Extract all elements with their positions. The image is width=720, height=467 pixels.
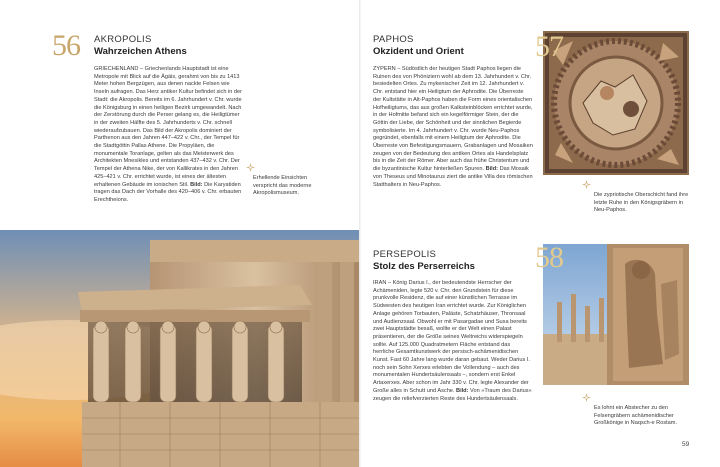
- akropolis-caption: Erhellende Einsichten verspricht das moderne Akropolismuseum.: [253, 175, 312, 197]
- paphos-subtitle: Okzident und Orient: [373, 46, 464, 57]
- erechtheion-karyatides-photo: [0, 230, 359, 467]
- theseus-minotaur-mosaic-photo: [543, 31, 689, 175]
- page-gutter: [359, 0, 361, 467]
- akropolis-subtitle: Wahrzeichen Athens: [94, 46, 187, 57]
- paphos-caption: Die zypriotische Oberschicht fand ihre letzte Ruhe in den Königsgräbern in Neu-Paphos.: [594, 192, 689, 214]
- star-ornament-icon: [246, 163, 255, 172]
- entry-number-58: 58: [535, 241, 563, 274]
- star-ornament-icon: [582, 393, 591, 402]
- persepolis-caption: Es lohnt ein Abstecher zu den Felsengräbern achämenidischer Großkönige in Naqsch-e Rostam.: [594, 405, 678, 427]
- akropolis-title: AKROPOLIS: [94, 34, 152, 45]
- akropolis-body: GRIECHENLAND – Griechenlands Hauptstadt ist eine Metropole mit Blick auf die Ägäis, gerahmt von bis zu 1413 Meter hohen Bergzügen, aus denen nackte Felsen wie Inseln aufragen. Das Herz antiker Kultur befindet sich in der Stadt: die Akropolis. Bereits im 6. Jahrhundert v. Chr. wurde die Königsburg in einen heiligen Bezirk umgewandelt. Nach der Zerstörung durch die Perser gelang es, die Heiligtümer in der zweiten Hälfte des 5. Jahrhunderts v. Chr. schnell wiederaufzubauen. Das Bild der Akropolis dominiert der Parthenon aus den Jahren 447–422 v. Chr., der Tempel für die Stadtgöttin Pallas Athene. Die Propyläen, die monumentale Toranlage, gelten als das Meisterwerk des Architekten Mnesikles und entstanden 437–432 v. Chr. Der Tempel der Athena Nike, der von Kallikrates in den Jahren 425–421 v. Chr. errichtet wurde, ist eines der ältesten erhaltenen Gebäude im ionischen Stil. Bild: Die Karyatiden tragen das Dach der Vorhalle des 420–406 v. Chr. erbauten Erechtheions.: [94, 66, 243, 203]
- persepolis-relief-photo: [543, 244, 689, 385]
- paphos-body: ZYPERN – Südöstlich der heutigen Stadt Paphos liegen die Ruinen des von Phöniziern wohl ab dem 13. Jahrhundert v. Chr. besiedelten Ortes. Zu mykenischer Zeit im 12. Jahrhundert v. Chr. entstand hier ein Heiligtum der Aphrodite. Die Überreste der Kultstätte in Alt-Paphos haben die Form eines orientalischen Hofheiligtums, das aus großen Kalksteinblöcken errichtet wurde, in der Hofmitte befand sich ein kegelförmiger Stein, der die Göttin der Liebe, der Schönheit und der sinnlichen Begierde symbolisierte. Im 4. Jahrhundert v. Chr. wurde Neu-Paphos gegründet, ebenfalls mit einem Heiligtum der Aphrodite. Die Überreste von Befestigungsmauern, Grabanlagen und Mosaiken zeugen von der Bedeutung des antiken Ortes als Handelsplatz bis in die Zeit der Römer. Aber auch das frühe Christentum und die byzantinische Kultur hinterließen Spuren. Bild: Das Mosaik von Theseus und Minotaurus ziert die antike Villa des römischen Statthalters in Neu-Paphos.: [373, 66, 533, 188]
- paphos-title: PAPHOS: [373, 34, 414, 45]
- persepolis-subtitle: Stolz des Perserreichs: [373, 261, 475, 272]
- page-number: 59: [682, 441, 690, 448]
- persepolis-title: PERSEPOLIS: [373, 249, 437, 260]
- entry-number-56: 56: [52, 29, 80, 62]
- entry-number-57: 57: [535, 30, 563, 63]
- star-ornament-icon: [582, 180, 591, 189]
- persepolis-body: IRAN – König Darius I., der bedeutendste Herrscher der Achämeniden, legte 520 v. Chr. den Grundstein für diese prunkvolle Residenz, die auf einer künstlichen Terrasse im Südwesten des heutigen Iran errichtet wurde. Zur Königlichen Anlage gehören Torbauten, Paläste, Schatzhäuser, Thronsaal und Audienzsaal. Obwohl er mit Pasargadae und Susa bereits zwei Hauptstädte besaß, wollte er der Welt einen Palast präsentieren, der die Größe seines Weltreichs widerspiegeln sollte. Auf 125.000 Quadratmetern Fläche entstand das herrliche Gesamtkunstwerk der persisch-achämenidischen Kunst. Fast 60 Jahre lang wurde daran gebaut. Weder Darius I. noch sein Sohn Xerxes erlebten die Vollendung – auch des monumentalen Hundertsäulensaals –, sondern erst Enkel Artaxerxes. Aber schon im Jahr 330 v. Chr. legte Alexander der Große alles in Schutt und Asche. Bild: Von »Traum des Darius« zeugen die reliefverzierten Reste des Hundertsäulensaals.: [373, 280, 532, 402]
